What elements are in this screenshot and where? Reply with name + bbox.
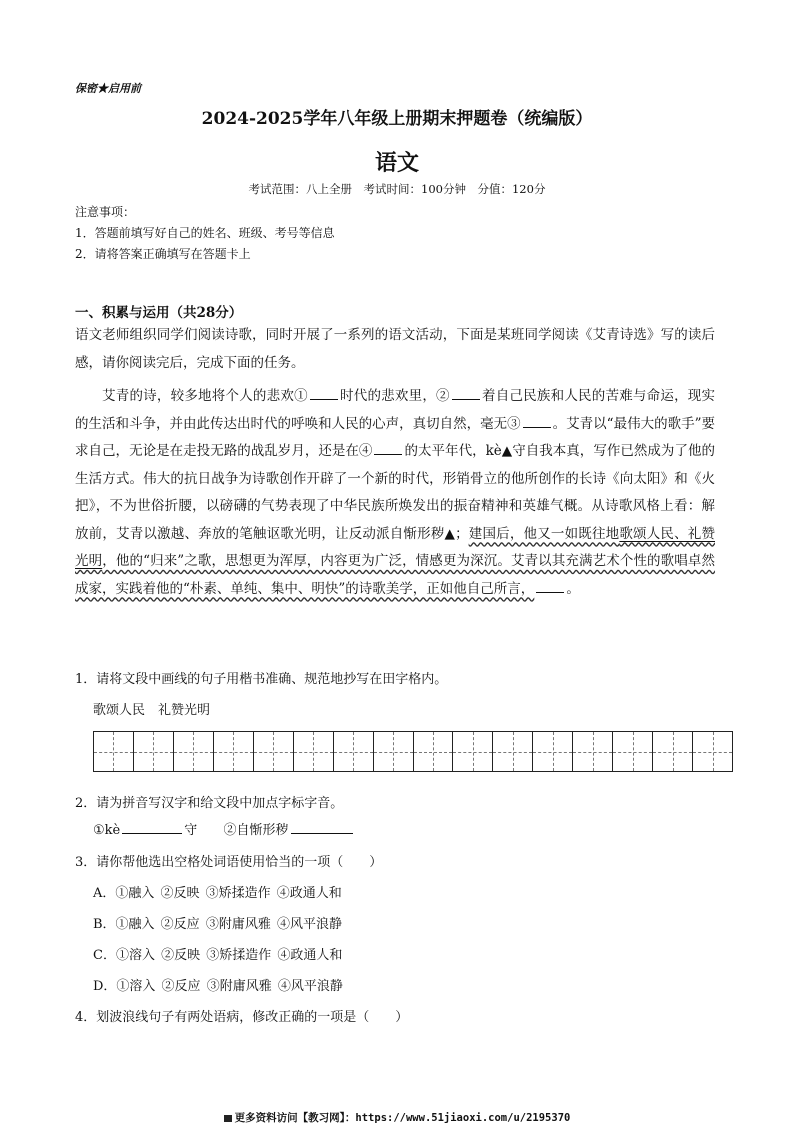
grid-cell[interactable] [214,732,254,771]
char-prompt: ②自惭形秽 [223,823,289,838]
grid-cell[interactable] [334,732,374,771]
notice-block [75,202,335,265]
confidential-label: 保密★启用前 [75,82,141,95]
grid-cell[interactable] [254,732,294,771]
question-4: 4．划波浪线句子有两处语病，修改正确的一项是（ ） [75,1010,409,1025]
grid-cell[interactable] [613,732,653,771]
reading-passage [75,383,715,603]
blank-1[interactable] [310,384,338,400]
notice-item: 2．请将答案正确填写在答题卡上 [75,247,251,261]
grid-cell[interactable] [294,732,334,771]
blank-4[interactable] [374,439,402,455]
passage-text: 时代的悲欢里，② [339,388,450,404]
option-b[interactable]: B．①融入 ②反应 ③附庸风雅 ④风平浪静 [93,917,342,932]
grid-cell[interactable] [493,732,533,771]
grid-cell[interactable] [693,732,732,771]
copy-phrase: 歌颂人民 礼赞光明 [93,703,211,718]
passage-text: 着自己民族和人民的苦难与命运，现实的生活和斗争，并由此传达出时代的呼唤和人民的心声，真切自然，毫无③ [75,388,716,432]
exam-title: 2024-2025学年八年级上册期末押题卷（统编版） [201,109,593,129]
subject-title: 语文 [374,150,419,176]
underlined-phrase: 歌颂人民、礼赞光明 [75,525,715,569]
notice-heading: 注意事项： [75,205,136,219]
wavy-text: 建国后，他又一如既往地 [468,525,620,542]
grid-cell[interactable] [174,732,214,771]
question-3: 3．请你帮他选出空格处词语使用恰当的一项（ ） [75,855,383,870]
blank-5[interactable] [536,577,564,593]
blank-3[interactable] [523,412,551,428]
grid-cell[interactable] [533,732,573,771]
passage-text: 。艾青以“最伟大的歌手”要求自己，无论是在走投无路的战乱岁月，还是在④ [75,415,715,459]
option-c[interactable]: C．①溶入 ②反映 ③矫揉造作 ④政通人和 [93,948,343,963]
passage-text: 。 [566,580,580,597]
grid-cell[interactable] [573,732,613,771]
option-a[interactable]: A．①融入 ②反映 ③矫揉造作 ④政通人和 [93,886,342,901]
grid-cell[interactable] [94,732,134,771]
wavy-text: ，他的“归来”之歌，思想更为浑厚，内容更为广泛，情感更为深沉。艾青以其充满艺术个性的歌唱卓然成家，实践着他的“朴素、单纯、集中、明快”的诗歌美学，正如他自己所言， [75,553,716,597]
notice-item: 1．答题前填写好自己的姓名、班级、考号等信息 [75,226,335,240]
passage-text: 艾青的诗，较多地将个人的悲欢① [102,388,308,404]
option-d[interactable]: D．①溶入 ②反应 ③附庸风雅 ④风平浪静 [93,979,343,994]
flag-icon [224,1115,232,1122]
answer-blank-a[interactable] [122,818,182,834]
section-heading: 一、积累与运用（共28分） [75,305,243,321]
tianzige-grid[interactable] [93,731,733,772]
question-2-answers [93,818,355,838]
grid-cell[interactable] [453,732,493,771]
footer-text[interactable]: 更多资料访问【教习网】：https://www.51jiaoxi.com/u/2195370 [234,1112,571,1124]
grid-cell[interactable] [374,732,414,771]
grid-cell[interactable] [414,732,454,771]
section-intro: 语文老师组织同学们阅读诗歌，同时开展了一系列的语文活动，下面是某班同学阅读《艾青诗选》写的读后感，请你阅读完后，完成下面的任务。 [75,327,715,371]
pinyin-tail: 守 [184,823,198,838]
question-2: 2．请为拼音写汉字和给文段中加点字标字音。 [75,796,344,811]
footer-link[interactable] [0,1110,794,1125]
passage-text: 的太平年代，kè▲守自我本真，写作已然成为了他的生活方式。伟大的抗日战争为诗歌创作开辟了一个新的时代，形销骨立的他所创作的长诗《向太阳》和《火把》，不为世俗折腰，以磅礴的气势表现了中华民族所焕发出的振奋精神和英雄气概。从诗歌风格上看：解放前，艾青以激越、奔放的笔触讴歌光明，让反动派自惭形秽▲； [75,443,715,542]
question-1: 1．请将文段中画线的句子用楷书准确、规范地抄写在田字格内。 [75,672,448,687]
blank-2[interactable] [452,384,480,400]
exam-info: 考试范围：八上全册 考试时间：100分钟 分值：120分 [248,182,546,196]
answer-blank-b[interactable] [291,818,353,834]
grid-cell[interactable] [134,732,174,771]
grid-cell[interactable] [653,732,693,771]
pinyin-prompt: ①kè [93,823,121,838]
